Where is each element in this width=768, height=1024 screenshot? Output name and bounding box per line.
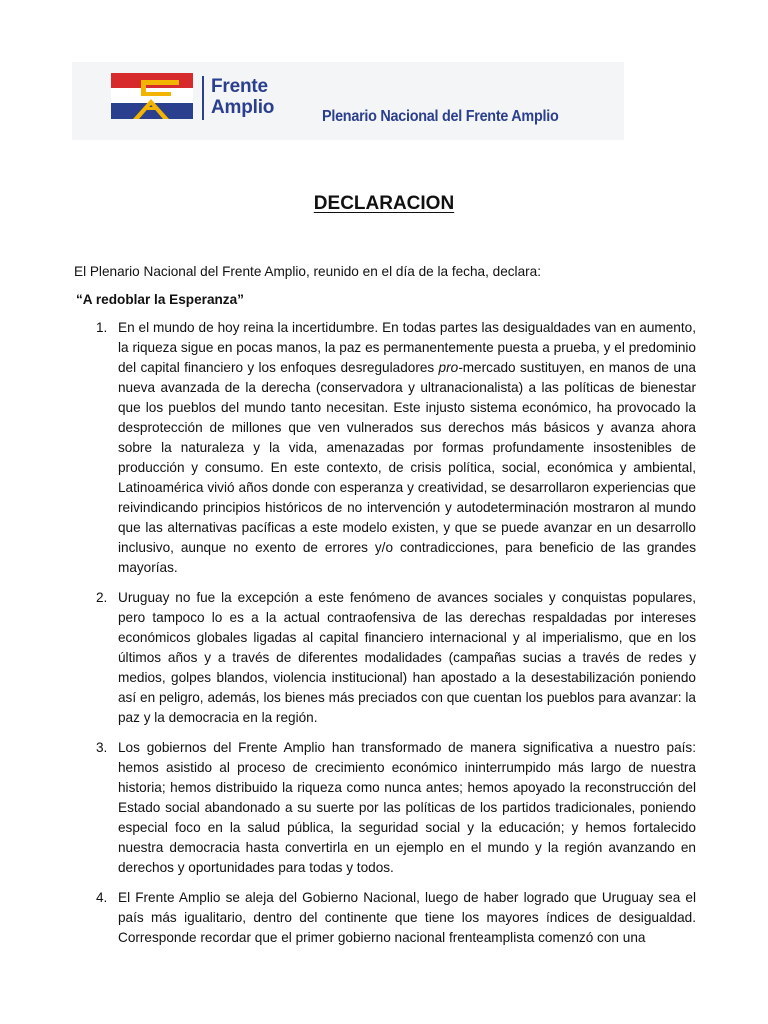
document-title: DECLARACION — [313, 193, 455, 214]
list-item — [74, 588, 696, 728]
logo-wordmark — [211, 76, 274, 118]
declaration-list — [74, 318, 696, 958]
list-item — [74, 318, 696, 578]
item-number: 1. — [96, 320, 108, 335]
item-number: 4. — [96, 890, 108, 905]
item-text-part: mercado sustituyen, en manos de una nueva avanzada de la derecha (conservadora y ultranacionalista) a las políticas de bienestar que los pueblos del mundo tanto necesitan. Este injusto sistema económico, ha provocado la desprotección de millones que ven vulnerados sus derechos más básicos y avanza ahora sobre la naturaleza y la vida, amenazadas por formas profundamente insostenibles de producción y consumo. En este contexto, de crisis política, social, económica y ambiental, Latinoamérica vivió años donde con esperanza y creatividad, se desarrollaron experiencias que reivindicando principios históricos de no intervención y autodeterminación mostraron al mundo que las alternativas pacíficas a este modelo existen, y que se puede avanzar en un desarrollo inclusivo, aunque no exento de errores y/o contradicciones, para beneficio de las grandes mayorías. — [118, 360, 696, 575]
logo-divider — [202, 76, 204, 120]
logo-line1: Frente — [211, 76, 268, 97]
intro-paragraph: El Plenario Nacional del Frente Amplio, reunido en el día de la fecha, declara: — [74, 264, 541, 279]
item-text: El Frente Amplio se aleja del Gobierno Nacional, luego de haber logrado que Uruguay sea el país más igualitario, dentro del continente que tiene los mayores índices de desigualdad. Corresponde recordar que el primer gobierno nacional frenteamplista comenzó con una — [118, 890, 696, 945]
logo-line2: Amplio — [211, 97, 275, 118]
item-text-part: En el mundo de hoy reina la incertidumbre. En todas partes las desigualdades van en aumento, la riqueza sigue en pocas manos, la paz es permanentemente puesta a prueba, y el predominio del capital financiero y los enfoques desreguladores — [118, 320, 696, 375]
plenario-title: Plenario Nacional del Frente Amplio — [322, 108, 559, 125]
item-text — [118, 318, 696, 578]
item-number: 2. — [96, 590, 108, 605]
item-text-italic: pro- — [438, 360, 463, 375]
item-number: 3. — [96, 740, 108, 755]
item-text: Uruguay no fue la excepción a este fenómeno de avances sociales y conquistas populares, pero tampoco lo es a la actual contraofensiva de las derechas respaldadas por intereses económicos globales ligadas al capital financiero internacional y al imperialismo, que en los últimos años y a través de diferentes modalidades (campañas sucias a través de redes y medios, golpes blandos, violencia institucional) han apostado a la desestabilización poniendo así en peligro, además, los bienes más preciados con que cuentan los pueblos para avanzar: la paz y la democracia en la región. — [118, 590, 696, 725]
slogan: “A redoblar la Esperanza” — [76, 292, 244, 307]
list-item — [74, 888, 696, 948]
item-text: Los gobiernos del Frente Amplio han transformado de manera significativa a nuestro país: hemos asistido al proceso de crecimiento económico ininterrumpido más largo de nuestra historia; hemos distribuido la riqueza como nunca antes; hemos apoyado la reconstrucción del Estado social abandonado a su suerte por las políticas de los partidos tradicionales, poniendo especial foco en la salud pública, la seguridad social y la educación; y hemos fortalecido nuestra democracia hasta convertirla en un ejemplo en el mundo y la región avanzando en derechos y oportunidades para todas y todos. — [118, 740, 696, 875]
frente-amplio-flag-logo-icon — [111, 73, 193, 119]
list-item — [74, 738, 696, 878]
